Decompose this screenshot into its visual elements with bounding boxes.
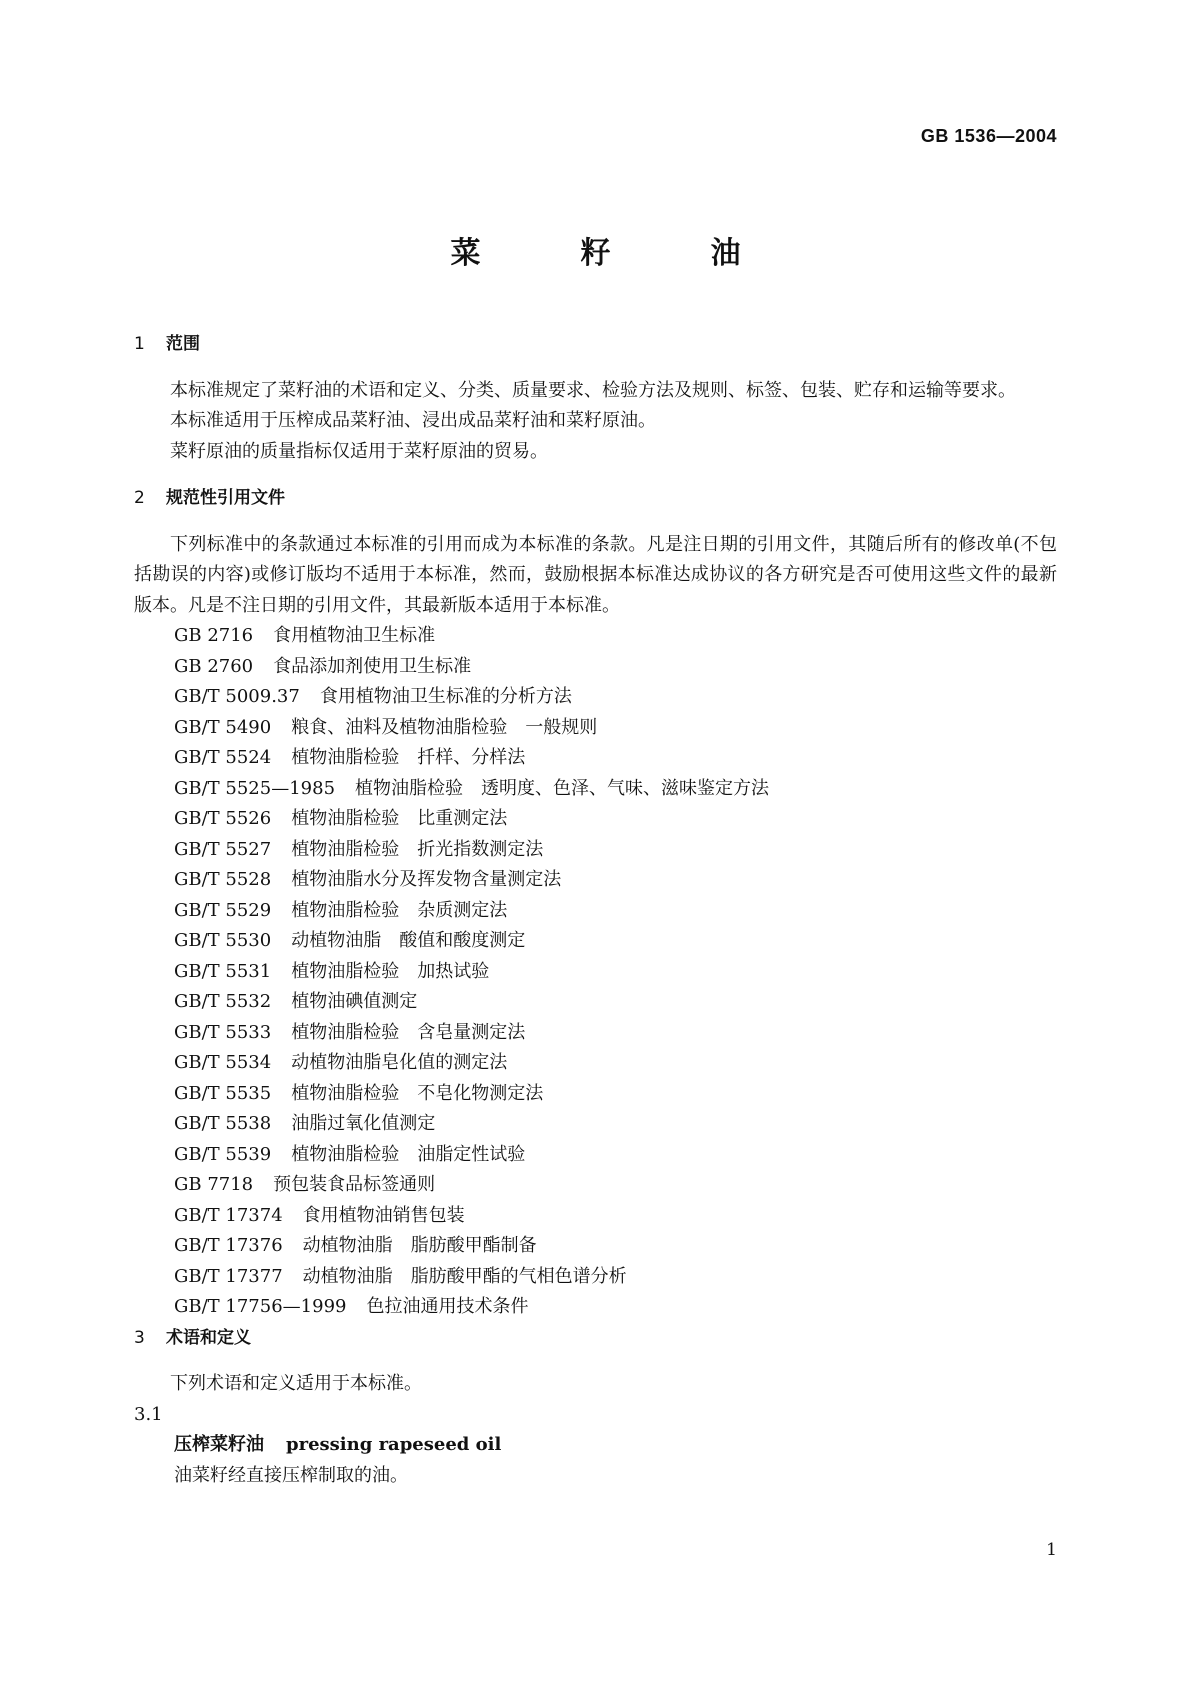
term-chinese: 压榨菜籽油 bbox=[174, 1434, 264, 1455]
reference-title: 植物油脂检验 不皂化物测定法 bbox=[291, 1082, 544, 1104]
paragraph: 下列术语和定义适用于本标准。 bbox=[170, 1373, 422, 1394]
term-definition: 油菜籽经直接压榨制取的油。 bbox=[174, 1464, 408, 1486]
reference-code: GB/T 17377 bbox=[174, 1265, 283, 1287]
title-char: 籽 bbox=[580, 236, 611, 271]
document-body bbox=[134, 329, 1057, 1491]
paragraph: 下列标准中的条款通过本标准的引用而成为本标准的条款。凡是注日期的引用文件，其随后所有的修改单(不包括勘误的内容)或修订版均不适用于本标准，然而，鼓励根据本标准达成协议的各方研究是否可使用这些文件的最新版本。凡是不注日期的引用文件，其最新版本适用于本标准。 bbox=[134, 533, 1057, 616]
reference-item bbox=[174, 926, 1057, 957]
reference-title: 动植物油脂 酸值和酸度测定 bbox=[291, 930, 526, 951]
reference-code: GB/T 17756—1999 bbox=[174, 1296, 347, 1317]
section-number: 1 bbox=[134, 334, 145, 354]
reference-item bbox=[174, 1079, 1057, 1110]
reference-title: 食用植物油卫生标准的分析方法 bbox=[319, 686, 572, 707]
paragraph: 菜籽原油的质量指标仅适用于菜籽原油的贸易。 bbox=[170, 440, 548, 462]
reference-title: 植物油脂检验 含皂量测定法 bbox=[291, 1021, 526, 1043]
term-number: 3.1 bbox=[134, 1403, 163, 1425]
reference-title: 植物油脂检验 加热试验 bbox=[291, 960, 490, 982]
reference-code: GB/T 17374 bbox=[174, 1204, 283, 1226]
reference-title: 植物油脂检验 透明度、色泽、气味、滋味鉴定方法 bbox=[355, 777, 770, 799]
reference-item bbox=[174, 621, 1057, 652]
standard-code: GB 1536—2004 bbox=[920, 126, 1057, 146]
reference-code: GB 2760 bbox=[174, 655, 254, 677]
reference-code: GB/T 17376 bbox=[174, 1235, 283, 1256]
reference-title: 预包装食品标签通则 bbox=[273, 1174, 436, 1195]
reference-item bbox=[174, 957, 1057, 988]
term-english: pressing rapeseed oil bbox=[286, 1434, 502, 1455]
reference-code: GB/T 5526 bbox=[174, 808, 272, 829]
reference-code: GB/T 5538 bbox=[174, 1113, 272, 1134]
section-number: 3 bbox=[134, 1327, 145, 1348]
reference-item bbox=[174, 987, 1057, 1018]
reference-title: 粮食、油料及植物油脂检验 一般规则 bbox=[291, 716, 598, 738]
reference-code: GB/T 5534 bbox=[174, 1052, 272, 1073]
reference-title: 油脂过氧化值测定 bbox=[291, 1113, 436, 1134]
reference-title: 植物油脂检验 杂质测定法 bbox=[291, 899, 508, 921]
reference-item bbox=[174, 743, 1057, 774]
reference-code: GB/T 5535 bbox=[174, 1082, 272, 1104]
reference-item bbox=[174, 804, 1057, 835]
reference-code: GB/T 5490 bbox=[174, 716, 272, 738]
reference-title: 食用植物油销售包装 bbox=[302, 1204, 465, 1226]
reference-title: 植物油脂检验 比重测定法 bbox=[291, 808, 508, 829]
reference-item bbox=[174, 1201, 1057, 1232]
reference-title: 色拉油通用技术条件 bbox=[366, 1296, 529, 1317]
reference-code: GB/T 5539 bbox=[174, 1143, 272, 1165]
reference-code: GB/T 5529 bbox=[174, 899, 272, 921]
reference-title: 植物油脂水分及挥发物含量测定法 bbox=[291, 869, 562, 890]
reference-list bbox=[134, 621, 1057, 1323]
reference-item bbox=[174, 652, 1057, 683]
section-title: 范围 bbox=[166, 334, 200, 354]
reference-item bbox=[174, 1292, 1057, 1323]
reference-code: GB 2716 bbox=[174, 625, 254, 646]
reference-title: 食品添加剂使用卫生标准 bbox=[273, 655, 472, 677]
document-title bbox=[0, 228, 1191, 272]
paragraph: 本标准规定了菜籽油的术语和定义、分类、质量要求、检验方法及规则、标签、包装、贮存和运输等要求。 bbox=[170, 379, 1016, 401]
reference-code: GB/T 5524 bbox=[174, 747, 272, 768]
reference-item bbox=[174, 1109, 1057, 1140]
section-number: 2 bbox=[134, 488, 145, 508]
section-title: 规范性引用文件 bbox=[166, 488, 285, 508]
reference-title: 动植物油脂 脂肪酸甲酯制备 bbox=[302, 1235, 537, 1256]
reference-item bbox=[174, 1231, 1057, 1262]
reference-item bbox=[174, 865, 1057, 896]
reference-item bbox=[174, 1262, 1057, 1293]
reference-item bbox=[174, 1170, 1057, 1201]
reference-code: GB/T 5009.37 bbox=[174, 686, 300, 707]
reference-item bbox=[174, 682, 1057, 713]
reference-title: 动植物油脂皂化值的测定法 bbox=[291, 1052, 508, 1073]
reference-item bbox=[174, 1048, 1057, 1079]
section-heading-terms-definitions bbox=[134, 1323, 1057, 1354]
reference-item bbox=[174, 774, 1057, 805]
reference-code: GB/T 5533 bbox=[174, 1021, 272, 1043]
reference-code: GB 7718 bbox=[174, 1174, 254, 1195]
reference-title: 植物油碘值测定 bbox=[291, 991, 418, 1012]
reference-code: GB/T 5527 bbox=[174, 838, 272, 860]
title-char: 油 bbox=[710, 236, 741, 271]
section-title: 术语和定义 bbox=[166, 1327, 251, 1348]
page-number: 1 bbox=[1046, 1540, 1057, 1560]
title-char: 菜 bbox=[450, 236, 481, 271]
term-entry bbox=[134, 1430, 1057, 1461]
reference-item bbox=[174, 1018, 1057, 1049]
section-heading-scope bbox=[134, 329, 1057, 360]
reference-code: GB/T 5525—1985 bbox=[174, 777, 336, 799]
section-heading-normative-references bbox=[134, 483, 1057, 514]
reference-item bbox=[174, 896, 1057, 927]
reference-title: 植物油脂检验 折光指数测定法 bbox=[291, 838, 544, 860]
reference-code: GB/T 5531 bbox=[174, 960, 272, 982]
reference-code: GB/T 5530 bbox=[174, 930, 272, 951]
reference-title: 植物油脂检验 扦样、分样法 bbox=[291, 747, 526, 768]
reference-title: 植物油脂检验 油脂定性试验 bbox=[291, 1143, 526, 1165]
reference-title: 动植物油脂 脂肪酸甲酯的气相色谱分析 bbox=[302, 1265, 627, 1287]
reference-item bbox=[174, 835, 1057, 866]
reference-item bbox=[174, 713, 1057, 744]
reference-title: 食用植物油卫生标准 bbox=[273, 625, 436, 646]
reference-item bbox=[174, 1140, 1057, 1171]
paragraph: 本标准适用于压榨成品菜籽油、浸出成品菜籽油和菜籽原油。 bbox=[170, 410, 656, 431]
reference-code: GB/T 5532 bbox=[174, 991, 272, 1012]
reference-code: GB/T 5528 bbox=[174, 869, 272, 890]
